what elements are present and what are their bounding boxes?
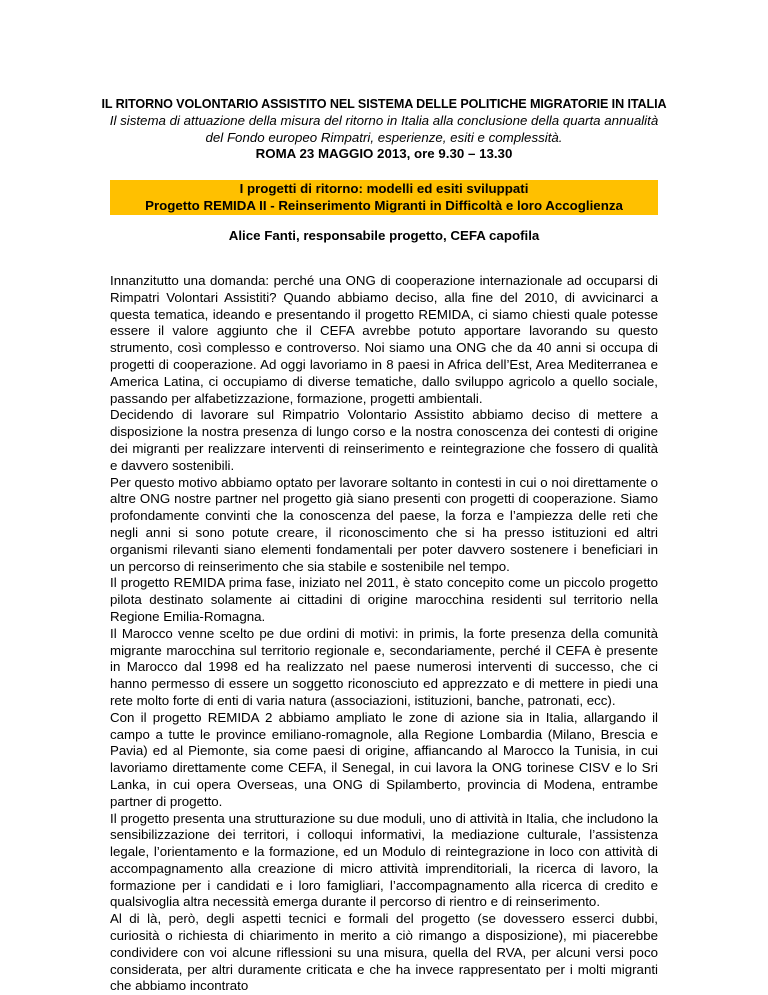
session-title: I progetti di ritorno: modelli ed esiti sviluppati: [239, 181, 529, 196]
project-title: Progetto REMIDA II - Reinserimento Migranti in Difficoltà e loro Accoglienza: [145, 197, 623, 213]
paragraph: Per questo motivo abbiamo optato per lavorare soltanto in contesti in cui o noi direttamente o altre ONG nostre partner nel progetto già siano presenti con progetti di cooperazione. Siamo profondamente convinti che la conoscenza del paese, la forza e l’ampiezza delle reti che negli anni si sono potute creare, il riconoscimento che si ha presso istituzioni ed altri organismi rilevanti siano elementi fondamentali per poter davvero sostenere i beneficiari in un percorso di reinserimento che sia stabile e sostenibile nel tempo.: [110, 474, 658, 574]
body-text: [110, 273, 658, 995]
paragraph: Innanzitutto una domanda: perché una ONG di cooperazione internazionale ad occuparsi di Rimpatri Volontari Assistiti? Quando abbiamo deciso, alla fine del 2010, di avvicinarci a questa tematica, ideando e presentando il progetto REMIDA, ci siamo chiesti quale potesse essere il valore aggiunto che il CEFA avrebbe potuto apportare lavorando su questo strumento, così complesso e controverso. Noi siamo una ONG che da 40 anni si occupa di progetti di cooperazione. Ad oggi lavoriamo in 8 paesi in Africa dell’Est, Area Mediterranea e America Latina, ci occupiamo di diverse tematiche, dallo sviluppo agricolo a quello sociale, passando per alfabetizzazione, formazione, progetti ambientali.: [110, 273, 658, 406]
conference-subtitle-line-1: Il sistema di attuazione della misura del ritorno in Italia alla conclusione della quarta annualità: [109, 112, 659, 128]
session-banner: [110, 180, 658, 215]
paragraph: Il progetto REMIDA prima fase, iniziato nel 2011, è stato concepito come un piccolo progetto pilota destinato solamente ai cittadini di origine marocchina residenti sul territorio nella Regione Emilia-Romagna.: [110, 575, 658, 624]
conference-date: ROMA 23 MAGGIO 2013, ore 9.30 – 13.30: [255, 146, 513, 162]
author-line: Alice Fanti, responsabile progetto, CEFA capofila: [228, 228, 540, 243]
conference-subtitle-line-2: del Fondo europeo Rimpatri, esperienze, esiti e complessità.: [205, 129, 563, 145]
paragraph: Decidendo di lavorare sul Rimpatrio Volontario Assistito abbiamo deciso di mettere a disposizione la nostra presenza di lungo corso e la nostra conoscenza dei contesti di origine dei migranti per realizzare interventi di reinserimento e reintegrazione che fossero di qualità e davvero sostenibili.: [110, 407, 658, 473]
paragraph: Con il progetto REMIDA 2 abbiamo ampliato le zone di azione sia in Italia, allargando il campo a tutte le province emiliano-romagnole, alla Regione Lombardia (Milano, Brescia e Pavia) ed al Piemonte, sia come paesi di origine, affiancando al Marocco la Tunisia, in cui lavoriamo direttamente come CEFA, il Senegal, in cui lavora la ONG torinese CISV e lo Sri Lanka, in cui opera Overseas, una ONG di Spilamberto, provincia di Modena, entrambe partner di progetto.: [110, 709, 658, 809]
conference-title: IL RITORNO VOLONTARIO ASSISTITO NEL SISTEMA DELLE POLITICHE MIGRATORIE IN ITALIA: [101, 97, 667, 111]
paragraph: Al di là, però, degli aspetti tecnici e formali del progetto (se dovessero esserci dubbi, curiosità o richiesta di chiarimento in merito a ciò rimango a disposizione), mi piacerebbe condividere con voi alcune riflessioni su una misura, quella del RVA, per alcuni versi poco considerata, per altri duramente criticata e che ha invece rappresentato per i molti migranti che abbiamo incontrato: [110, 911, 658, 994]
paragraph: Il Marocco venne scelto pe due ordini di motivi: in primis, la forte presenza della comunità migrante marocchina sul territorio regionale e, secondariamente, perché il CEFA è presente in Marocco dal 1998 ed ha realizzato nel paese numerosi interventi di successo, che ci hanno permesso di essere un soggetto riconosciuto ed apprezzato e di mettere in piedi una rete molto forte di enti di varia natura (associazioni, istituzioni, banche, patronati, ecc).: [110, 625, 658, 708]
document-header: [90, 96, 678, 163]
paragraph: Il progetto presenta una strutturazione su due moduli, uno di attività in Italia, che includono la sensibilizzazione dei territori, i colloqui informativi, la mediazione culturale, l’assistenza legale, l’orientamento e la formazione, ed un Modulo di reintegrazione in loco con attività di accompagnamento alla creazione di micro attività imprenditoriali, la ricerca di lavoro, la formazione per i candidati e i loro famigliari, l’accompagnamento alla ricerca di credito e qualsivoglia altra necessità emerga durante il percorso di rientro e di reinserimento.: [110, 810, 658, 910]
